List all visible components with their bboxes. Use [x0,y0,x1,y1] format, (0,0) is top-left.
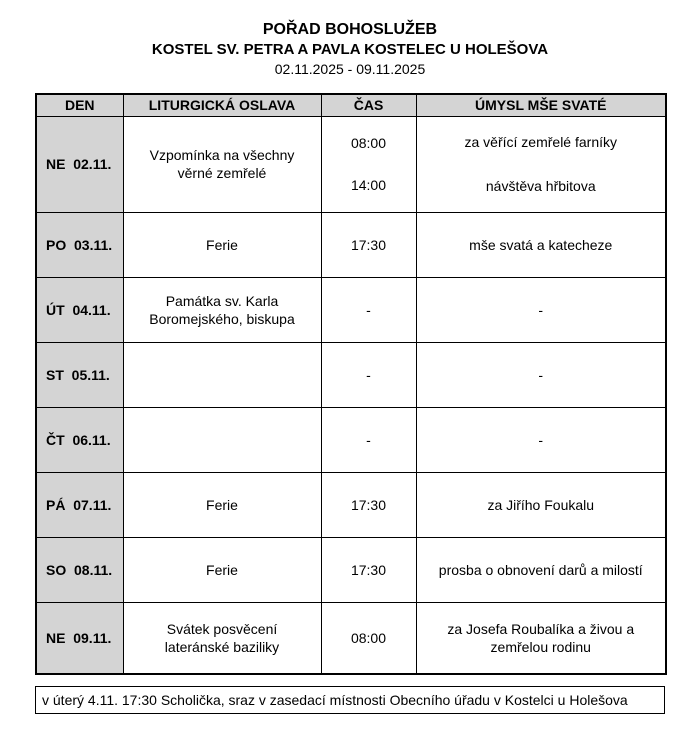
day-cell: PÁ 07.11. [36,472,123,537]
day-cell: NE 09.11. [36,602,123,674]
date-range: 02.11.2025 - 09.11.2025 [274,61,426,77]
time-cell: - [321,407,416,472]
intention-cell [416,116,666,212]
table-row-ne-02-11 [36,116,666,212]
time-entry: 08:00 [350,135,387,151]
day-cell: ST 05.11. [36,342,123,407]
table-row-ne-09-11 [36,602,666,674]
intention-entry: návštěva hřbitova [485,178,596,194]
time-cell [321,116,416,212]
time-cell: 17:30 [321,212,416,277]
table-header-row [36,94,666,116]
time-cell: 17:30 [321,537,416,602]
footer-note: v úterý 4.11. 17:30 Scholička, sraz v zasedací místnosti Obecního úřadu v Kostelci u Holešova [35,686,665,714]
time-cell: - [321,342,416,407]
intention-cell: - [416,277,666,342]
celebration-cell: Ferie [123,212,321,277]
schedule-table [35,93,667,675]
celebration-cell: Ferie [123,472,321,537]
table-row-so-08-11 [36,537,666,602]
day-cell: PO 03.11. [36,212,123,277]
column-header-umysl: ÚMYSL MŠE SVATÉ [416,94,666,116]
intention-cell: prosba o obnovení darů a milostí [416,537,666,602]
intention-cell: - [416,407,666,472]
celebration-cell: Památka sv. Karla Boromejského, biskupa [123,277,321,342]
time-list [326,135,412,193]
intention-cell: - [416,342,666,407]
celebration-cell: Vzpomínka na všechny věrné zemřelé [123,116,321,212]
day-cell: ÚT 04.11. [36,277,123,342]
time-cell: 17:30 [321,472,416,537]
document-header [35,20,665,79]
table-row-ct-06-11 [36,407,666,472]
celebration-cell: Ferie [123,537,321,602]
column-header-liturgicka-oslava: LITURGICKÁ OSLAVA [123,94,321,116]
time-cell: 08:00 [321,602,416,674]
intention-cell: za Jiřího Foukalu [416,472,666,537]
column-header-den: DEN [36,94,123,116]
intention-cell: za Josefa Roubalíka a živou a zemřelou rodinu [416,602,666,674]
intention-entry: za věřící zemřelé farníky [464,134,617,150]
time-entry: 14:00 [350,177,387,193]
page-subtitle: KOSTEL SV. PETRA A PAVLA KOSTELEC U HOLEŠOVA [151,41,549,58]
day-cell: ČT 06.11. [36,407,123,472]
celebration-cell [123,407,321,472]
celebration-cell [123,342,321,407]
table-row-pa-07-11 [36,472,666,537]
time-cell: - [321,277,416,342]
table-row-po-03-11 [36,212,666,277]
day-cell: SO 08.11. [36,537,123,602]
intention-list [427,133,656,195]
column-header-cas: ČAS [321,94,416,116]
intention-cell: mše svatá a katecheze [416,212,666,277]
celebration-cell: Svátek posvěcení lateránské baziliky [123,602,321,674]
table-row-ut-04-11 [36,277,666,342]
page-title: POŘAD BOHOSLUŽEB [262,21,438,38]
table-row-st-05-11 [36,342,666,407]
day-cell: NE 02.11. [36,116,123,212]
